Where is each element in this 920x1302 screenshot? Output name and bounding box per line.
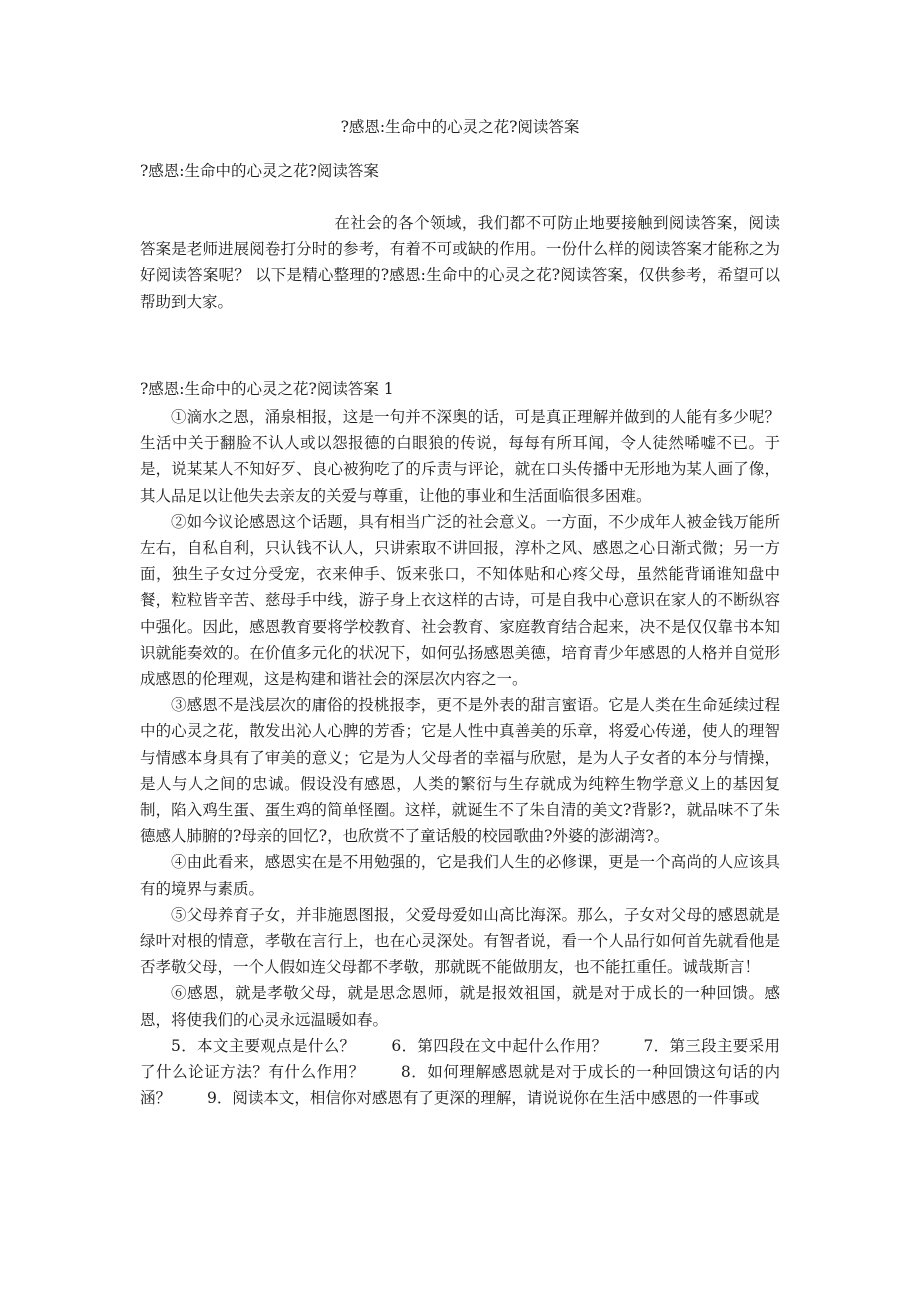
section-heading: ?感恩:生命中的心灵之花?阅读答案 1 <box>140 380 394 398</box>
question-6: 6．第四段在文中起什么作用？ <box>391 1036 608 1055</box>
paragraph-6: ⑥感恩，就是孝敬父母，就是思念恩师，就是报效祖国，就是对于成长的一种回馈。感恩，将使我们的心灵永远温暖如春。 <box>140 984 780 1029</box>
paragraph-5: ⑤父母养育子女，并非施恩图报，父爱母爱如山高比海深。那么，子女对父母的感恩就是绿叶对根的情意，孝敬在言行上，也在心灵深处。有智者说，看一个人品行如何首先就看他是否孝敬父母，一个人假如连父母都不孝敬，那就既不能做朋友，也不能扛重任。诚哉斯言！ <box>140 905 780 977</box>
question-9: 9．阅读本文，相信你对感恩有了更深的理解，请说说你在生活中感恩的一件事或 <box>207 1089 760 1108</box>
article-body <box>140 404 780 1111</box>
paragraph-3: ③感恩不是浅层次的庸俗的投桃报李，更不是外表的甜言蜜语。它是人类在生命延续过程中的心灵之花，散发出沁人心脾的芳香；它是人性中真善美的乐章，将爱心传递，使人的理智与情感本身具有了审美的意义；它是为人父母者的幸福与欣慰，是为人子女者的本分与情操，是人与人之间的忠诚。假设没有感恩，人类的繁衍与生存就成为纯粹生物学意义上的基因复制，陷入鸡生蛋、蛋生鸡的简单怪圈。这样，就诞生不了朱自清的美文?背影?，就品味不了朱德感人肺腑的?母亲的回忆?，也欣赏不了童话般的校园歌曲?外婆的澎湖湾?。 <box>140 696 780 846</box>
document-subtitle: ?感恩:生命中的心灵之花?阅读答案 <box>140 162 379 180</box>
intro-text: 在社会的各个领域，我们都不可防止地要接触到阅读答案，阅读答案是老师进展阅卷打分时的参考，有着不可或缺的作用。一份什么样的阅读答案才能称之为好阅读答案呢？ 以下是精心整理的?感恩:生命中的心灵之花?阅读答案，仅供参考，希望可以帮助到大家。 <box>140 214 780 311</box>
paragraph-4: ④由此看来，感恩实在是不用勉强的，它是我们人生的必修课，更是一个高尚的人应该具有的境界与素质。 <box>140 853 780 898</box>
intro-paragraph <box>140 210 780 315</box>
question-5: 5．本文主要观点是什么？ <box>171 1036 356 1055</box>
paragraph-1: ①滴水之恩，涌泉相报，这是一句并不深奥的话，可是真正理解并做到的人能有多少呢？生活中关于翻脸不认人或以怨报德的白眼狼的传说，每每有所耳闻，令人徒然唏嘘不已。于是，说某某人不知好歹、良心被狗吃了的斥责与评论，就在口头传播中无形地为某人画了像，其人品足以让他失去亲友的关爱与尊重，让他的事业和生活面临很多困难。 <box>140 408 780 505</box>
question-list <box>140 1033 780 1112</box>
paragraph-2: ②如今议论感恩这个话题，具有相当广泛的社会意义。一方面，不少成年人被金钱万能所左右，自私自利，只认钱不认人，只讲索取不讲回报，淳朴之风、感恩之心日渐式微；另一方面，独生子女过分受宠，衣来伸手、饭来张口，不知体贴和心疼父母，虽然能背诵谁知盘中餐，粒粒皆辛苦、慈母手中线，游子身上衣这样的古诗，可是自我中心意识在家人的不断纵容中强化。因此，感恩教育要将学校教育、社会教育、家庭教育结合起来，决不是仅仅靠书本知识就能奏效的。在价值多元化的状况下，如何弘扬感恩美德，培育青少年感恩的人格并自觉形成感恩的伦理观，这是构建和谐社会的深层次内容之一。 <box>140 512 780 689</box>
document-title: ?感恩:生命中的心灵之花?阅读答案 <box>340 118 580 136</box>
question-8: 8．如何理解感恩就是对于成长的一种回馈这句话的内涵？ <box>140 1063 780 1108</box>
question-7: 7．第三段主要采用了什么论证方法？有什么作用？ <box>140 1036 780 1082</box>
